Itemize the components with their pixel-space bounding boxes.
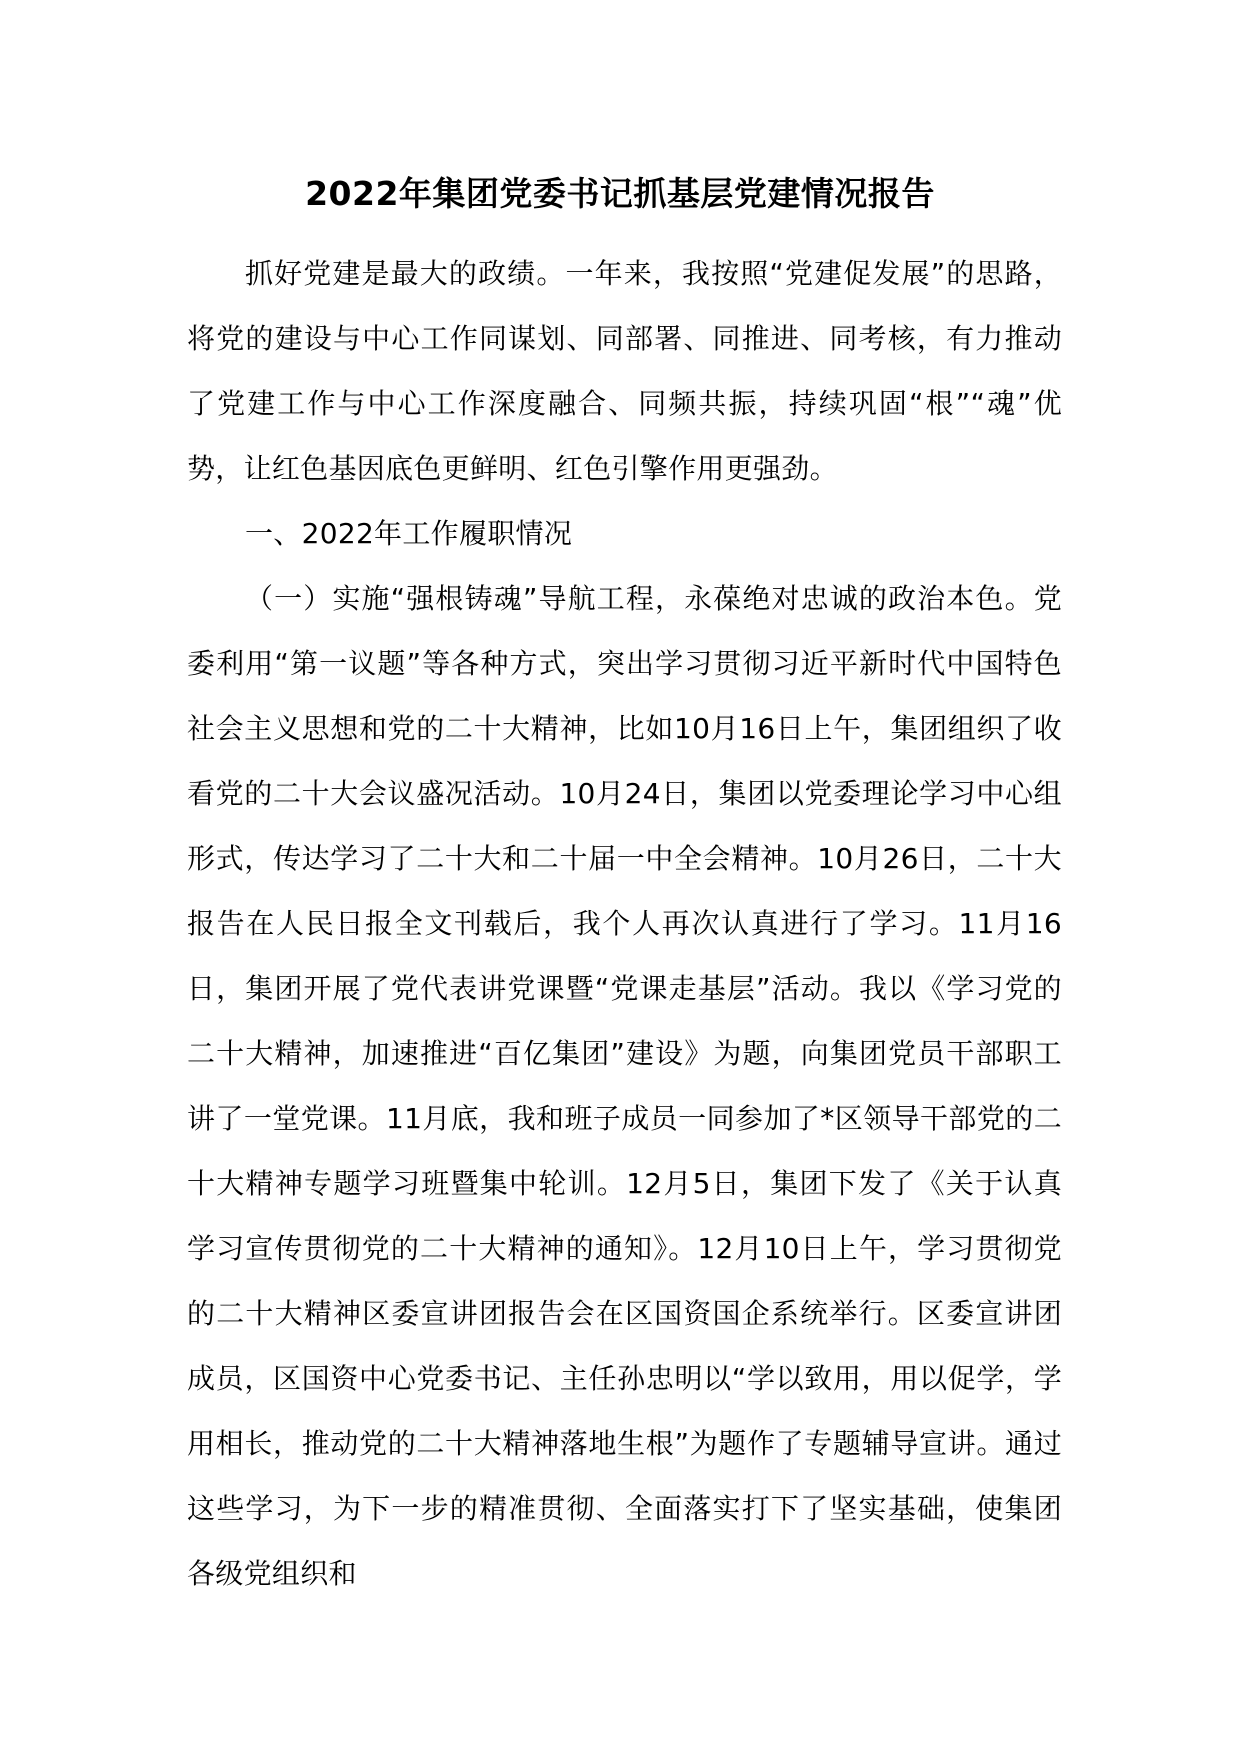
paragraph-section-1-1: （一）实施“强根铸魂”导航工程，永葆绝对忠诚的政治本色。党委利用“第一议题”等各种方式，突出学习贯彻习近平新时代中国特色社会主义思想和党的二十大精神，比如10月16日上午，集团组织了收看党的二十大会议盛况活动。10月24日，集团以党委理论学习中心组形式，传达学习了二十大和二十届一中全会精神。10月26日，二十大报告在人民日报全文刊载后，我个人再次认真进行了学习。11月16日，集团开展了党代表讲党课暨“党课走基层”活动。我以《学习党的二十大精神，加速推进“百亿集团”建设》为题，向集团党员干部职工讲了一堂党课。11月底，我和班子成员一同参加了*区领导干部党的二十大精神专题学习班暨集中轮训。12月5日，集团下发了《关于认真学习宣传贯彻党的二十大精神的通知》。12月10日上午，学习贯彻党的二十大精神区委宣讲团报告会在区国资国企系统举行。区委宣讲团成员，区国资中心党委书记、主任孙忠明以“学以致用，用以促学，学用相长，推动党的二十大精神落地生根”为题作了专题辅导宣讲。通过这些学习，为下一步的精准贯彻、全面落实打下了坚实基础，使集团各级党组织和 <box>187 582 1062 1590</box>
section-heading-1: 一、2022年工作履职情况 <box>245 517 573 550</box>
document-title: 2022年集团党委书记抓基层党建情况报告 <box>305 174 935 213</box>
document-body <box>187 241 1062 1606</box>
paragraph-intro: 抓好党建是最大的政绩。一年来，我按照“党建促发展”的思路，将党的建设与中心工作同谋划、同部署、同推进、同考核，有力推动了党建工作与中心工作深度融合、同频共振，持续巩固“根”“魂”优势，让红色基因底色更鲜明、红色引擎作用更强劲。 <box>187 257 1062 485</box>
